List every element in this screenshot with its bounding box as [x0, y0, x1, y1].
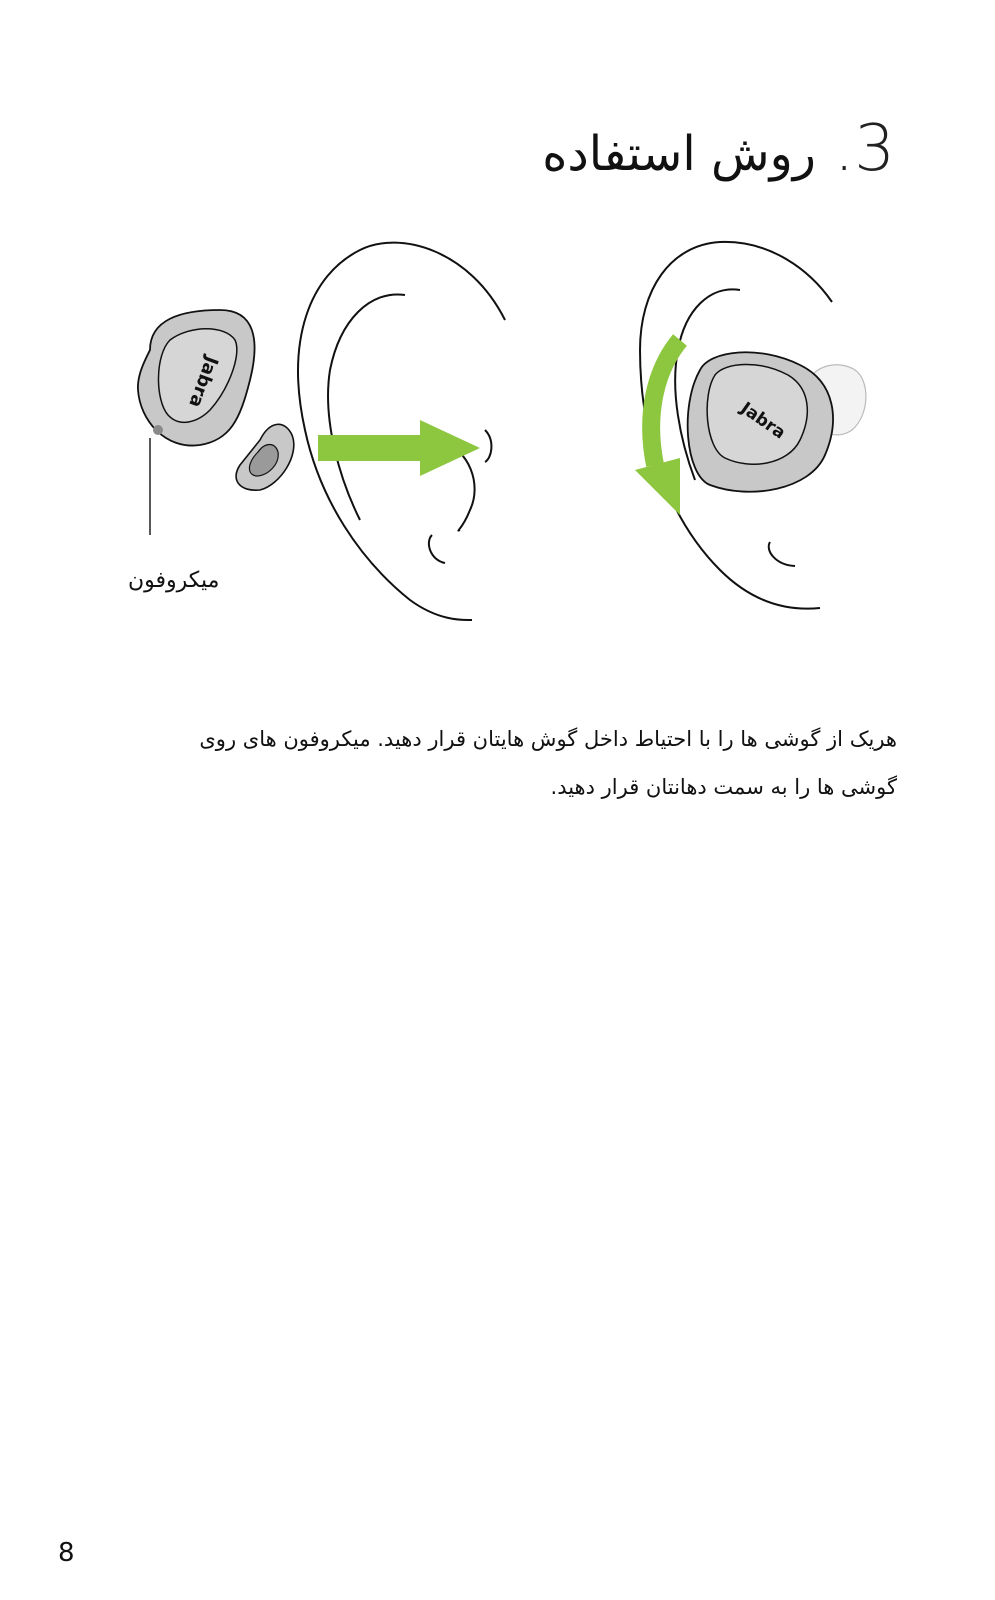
section-number: .3: [833, 112, 895, 186]
rotate-arrow-icon: [635, 340, 680, 515]
instruction-text: [97, 715, 897, 811]
earbud-insertion-illustration: [110, 230, 910, 650]
earbud-left: [138, 310, 294, 535]
section-heading: [542, 112, 895, 192]
microphone-grille-icon: [153, 425, 163, 435]
earbud-right-brand: Jabra: [736, 398, 790, 444]
earbud-right: [688, 352, 866, 491]
microphone-label: میکروفون: [128, 568, 220, 593]
section-title: روش استفاده: [542, 126, 816, 182]
instruction-line-2: گوشی ها را به سمت دهانتان قرار دهید.: [550, 775, 897, 799]
ear-left: [298, 243, 505, 620]
page-number: 8: [58, 1538, 75, 1568]
insert-arrow-icon: [318, 420, 480, 476]
earbud-left-brand: Jabra: [184, 353, 223, 411]
instruction-line-1: هریک از گوشی ها را با احتیاط داخل گوش هایتان قرار دهید. میکروفون های روی: [199, 727, 897, 751]
